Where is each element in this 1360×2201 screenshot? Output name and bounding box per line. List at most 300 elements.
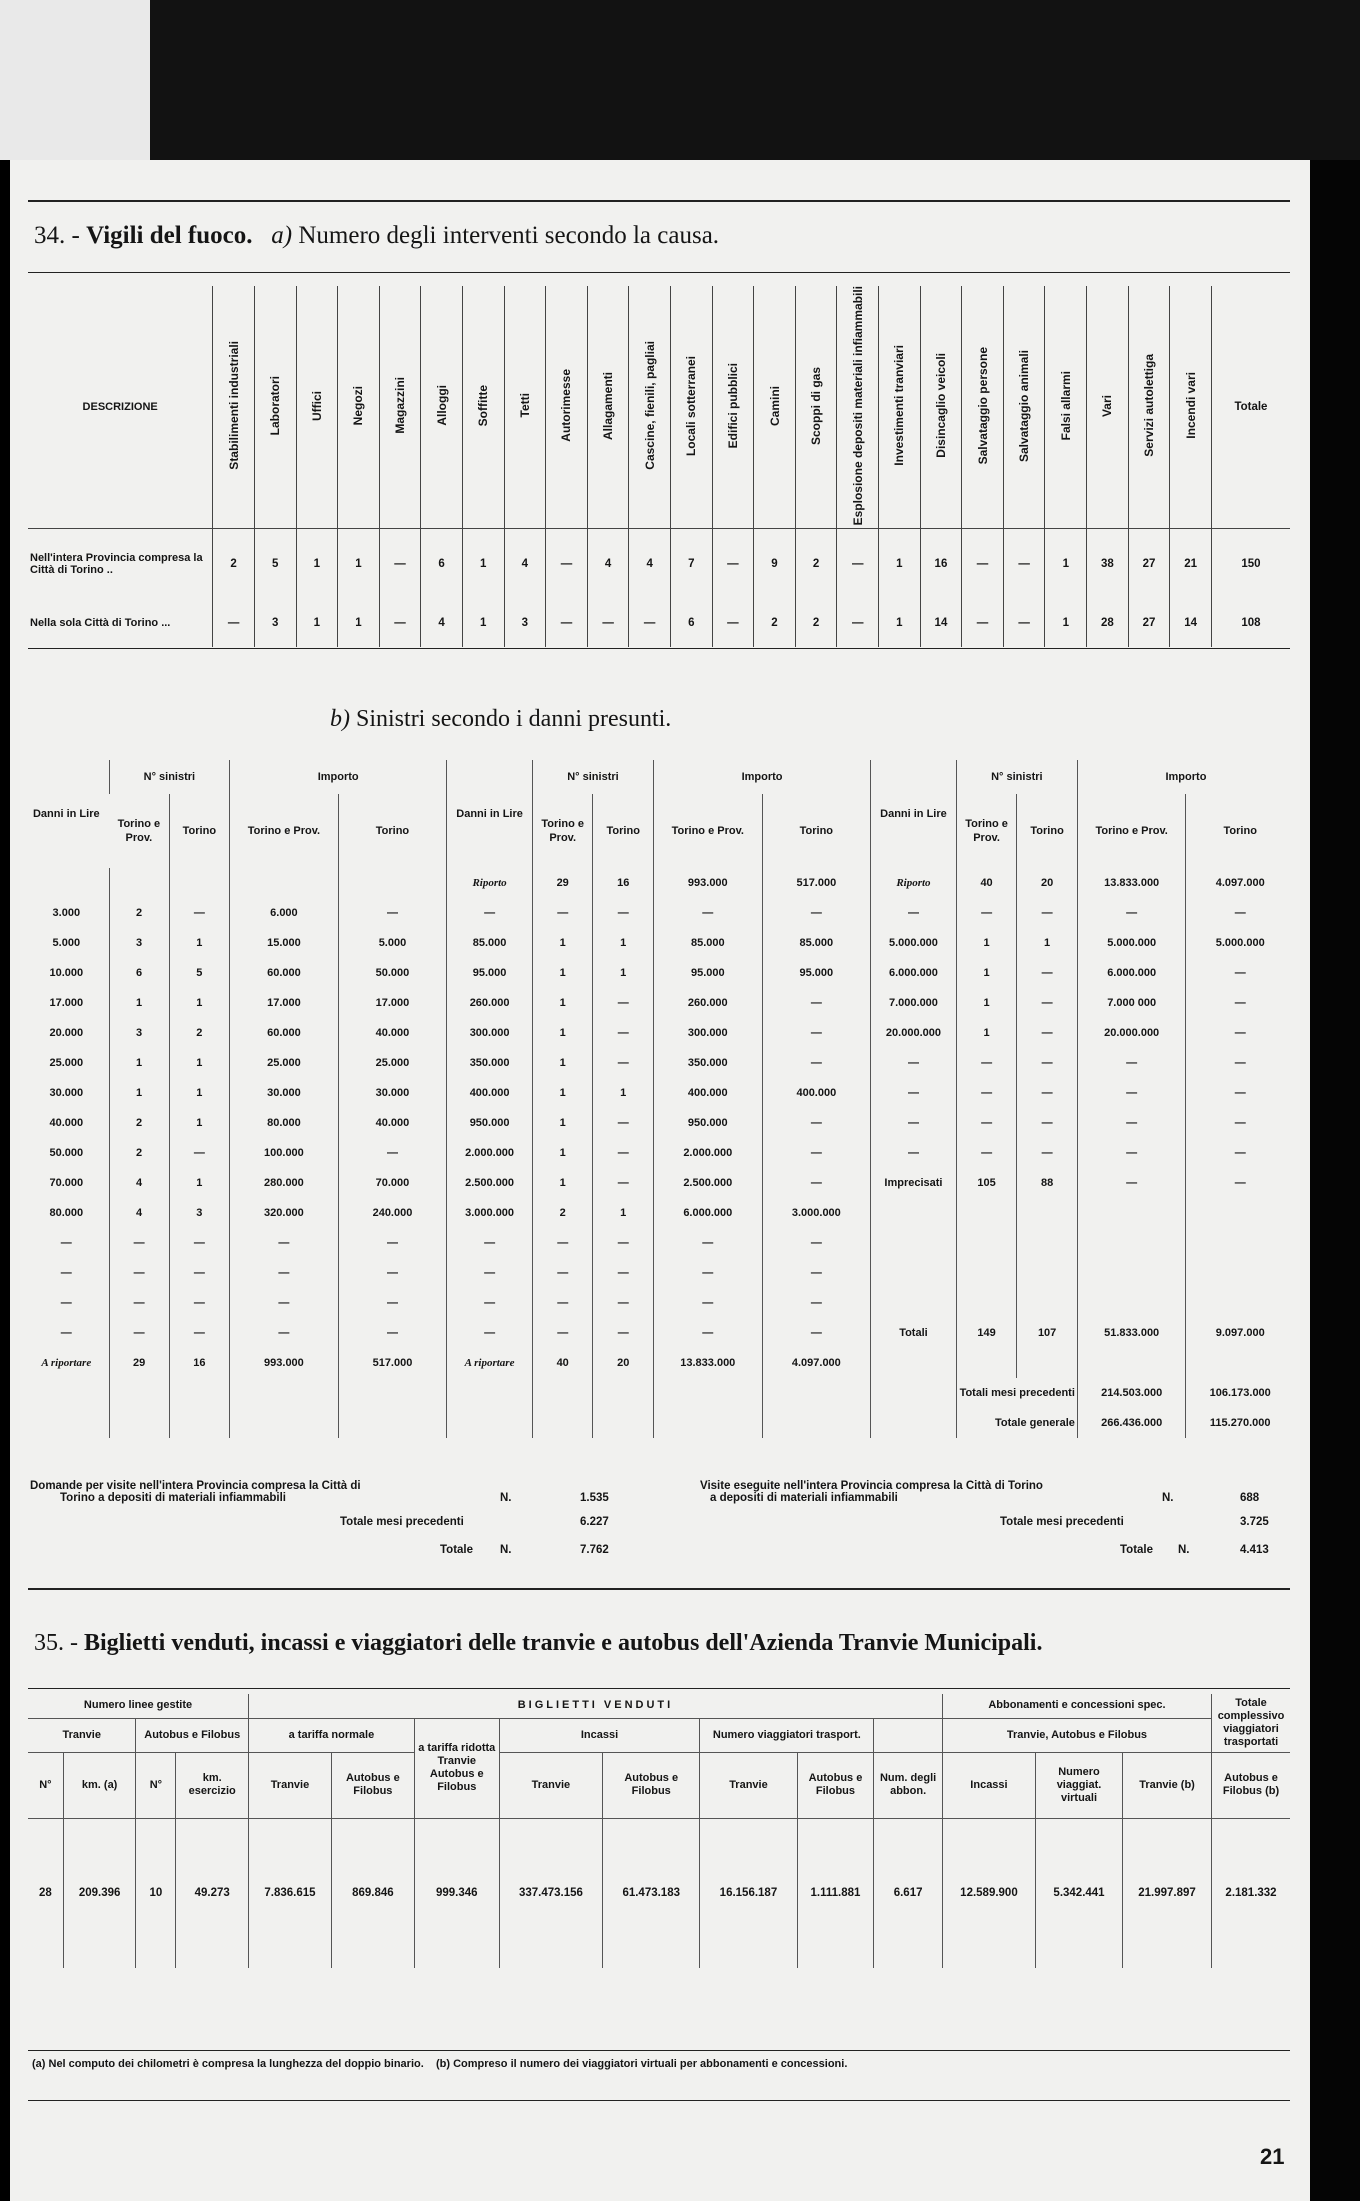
- revenue-bus-header: Autobus e Filobus: [603, 1752, 700, 1818]
- damages-value: 3.000: [52, 907, 81, 919]
- cell-value: —: [532, 898, 593, 928]
- damages-value: —: [871, 1078, 957, 1108]
- damages-value: 20.000: [49, 1027, 84, 1039]
- cell-value: 9.097.000: [1186, 1318, 1294, 1348]
- damages-value: 95.000: [447, 958, 533, 988]
- cell-value: [956, 1258, 1017, 1288]
- cell-value: 14: [1170, 599, 1212, 647]
- total-tram-header: Tranvie (b): [1123, 1752, 1212, 1818]
- cell-value: 280.000: [230, 1168, 339, 1198]
- cell-value: 4: [421, 599, 463, 647]
- cell-value: —: [956, 1048, 1017, 1078]
- cell-value: 25.000: [230, 1048, 339, 1078]
- cell-value: 17.000: [230, 988, 339, 1018]
- damages-value: 80.000: [49, 1207, 84, 1219]
- ticket-value: 869.846: [331, 1818, 414, 1968]
- cause-header-label: Vari: [1100, 394, 1115, 417]
- cause-header-label: Autorimesse: [559, 369, 574, 443]
- table-row: [28, 529, 1290, 599]
- cell-value: 320.000: [230, 1198, 339, 1228]
- damages-value: Imprecisati: [871, 1168, 957, 1198]
- damages-value: 40.000: [49, 1117, 84, 1129]
- table-row: [24, 1288, 1294, 1318]
- damages-value: 2.000.000: [447, 1138, 533, 1168]
- damages-value: —: [447, 898, 533, 928]
- cell-value: 5: [254, 529, 296, 599]
- cause-header: [962, 286, 1004, 529]
- total-header: Totale: [1211, 286, 1290, 529]
- empty-cell: [230, 1378, 339, 1408]
- cell-value: —: [956, 898, 1017, 928]
- cause-header: [254, 286, 296, 529]
- revenue-tram-header: Tranvie: [499, 1752, 602, 1818]
- cell-value: —: [1017, 1078, 1078, 1108]
- table-row: [28, 1718, 1290, 1752]
- cell-value: 60.000: [230, 1018, 339, 1048]
- cell-value: 1: [338, 599, 380, 647]
- cell-value: —: [762, 1018, 871, 1048]
- damages-value: —: [447, 1228, 533, 1258]
- cell-value: 1: [879, 599, 921, 647]
- tickets-data-row: [28, 1818, 1290, 1968]
- cell-value: 16: [169, 1348, 230, 1378]
- table-row: [24, 1198, 1294, 1228]
- damages-value: 6.000.000: [871, 958, 957, 988]
- accidents-torino-prov-header: Torino e Prov.: [532, 794, 593, 868]
- amount-torino-header: Torino: [1186, 794, 1294, 868]
- table-row: [28, 1694, 1290, 1718]
- ticket-value: 16.156.187: [700, 1818, 797, 1968]
- accidents-torino-header: Torino: [1017, 794, 1078, 868]
- amount-torino-prov-header: Torino e Prov.: [654, 794, 763, 868]
- cell-value: 2: [109, 1108, 169, 1138]
- visits-n-label: N.: [1162, 1492, 1174, 1504]
- damages-table: [24, 760, 1294, 1438]
- cell-value: 517.000: [762, 868, 871, 898]
- damages-value: 50.000: [49, 1147, 84, 1159]
- scan-border-top: [0, 0, 1360, 160]
- cell-value: —: [1003, 529, 1045, 599]
- cell-value: 5.000: [338, 928, 447, 958]
- cell-value: —: [1077, 1168, 1186, 1198]
- cell-value: —: [1186, 1138, 1294, 1168]
- damages-header-row-2: [24, 794, 1294, 868]
- cell-value: 7: [670, 529, 712, 599]
- cause-header: [879, 286, 921, 529]
- empty-cell: [109, 868, 169, 898]
- cell-value: 1: [956, 958, 1017, 988]
- cell-value: —: [593, 1108, 654, 1138]
- cause-header: [338, 286, 380, 529]
- summary-value: 266.436.000: [1077, 1408, 1186, 1438]
- cell-value: 1: [169, 928, 230, 958]
- cause-header-label: Edifici pubblici: [725, 363, 740, 449]
- section-35-number: 35. -: [34, 1630, 78, 1656]
- accidents-torino-header: Torino: [169, 794, 230, 868]
- cell-value: —: [1077, 1048, 1186, 1078]
- summary-value: 106.173.000: [1186, 1378, 1294, 1408]
- cell-value: 3: [109, 928, 169, 958]
- damages-value: 17.000: [49, 997, 84, 1009]
- cell-value: 13.833.000: [654, 1348, 763, 1378]
- cell-value: 6: [109, 958, 169, 988]
- cell-value: 517.000: [338, 1348, 447, 1378]
- damages-lire-header: Danni in Lire: [871, 760, 957, 868]
- cell-value: —: [1077, 898, 1186, 928]
- empty-cell: [24, 868, 109, 898]
- cell-value: [956, 1198, 1017, 1228]
- requests-line-2: Torino a depositi di materiali infiammabili: [60, 1492, 286, 1504]
- cell-value: 4: [504, 529, 546, 599]
- damages-value: 10.000: [49, 967, 84, 979]
- damages-value: 5.000: [52, 937, 81, 949]
- cause-header-label: Laboratori: [268, 376, 283, 436]
- cell-value: —: [962, 529, 1004, 599]
- empty-cell: [109, 1408, 169, 1438]
- damages-value: [871, 1198, 957, 1228]
- total-passengers-header: Totale complessivo viaggiatori trasportati: [1212, 1694, 1290, 1752]
- cell-value: —: [837, 599, 879, 647]
- row-label: Nella sola Città di Torino ...: [30, 616, 171, 629]
- empty-cell: [230, 868, 339, 898]
- cell-value: 1: [462, 599, 504, 647]
- cell-value: —: [109, 1258, 169, 1288]
- text: [30, 1516, 640, 1538]
- cell-value: —: [169, 1138, 230, 1168]
- cell-value: —: [956, 1108, 1017, 1138]
- section-35-title: [34, 1630, 1042, 1657]
- cause-header: [754, 286, 796, 529]
- cell-value: —: [762, 1318, 871, 1348]
- cell-value: 2: [169, 1018, 230, 1048]
- text: [874, 1718, 943, 1752]
- visits-line-2: a depositi di materiali infiammabili: [710, 1492, 898, 1504]
- cell-value: 16: [593, 868, 654, 898]
- cell-value: —: [593, 1318, 654, 1348]
- amount-header: Importo: [230, 760, 447, 794]
- cell-value: —: [762, 988, 871, 1018]
- cell-value: —: [338, 1258, 447, 1288]
- empty-cell: [338, 1378, 447, 1408]
- page-number: 21: [1260, 2144, 1285, 2169]
- cell-value: 1: [109, 1048, 169, 1078]
- cell-value: —: [956, 1138, 1017, 1168]
- cause-header: [462, 286, 504, 529]
- cell-value: 400.000: [762, 1078, 871, 1108]
- cell-value: —: [532, 1288, 593, 1318]
- table-row: [24, 1048, 1294, 1078]
- cell-value: —: [230, 1288, 339, 1318]
- text: [30, 1492, 640, 1510]
- empty-cell: [956, 1348, 1017, 1378]
- cell-value: 260.000: [654, 988, 763, 1018]
- cause-header-label: Scoppi di gas: [809, 366, 824, 445]
- empty-cell: [230, 1408, 339, 1438]
- requests-total-label: Totale: [440, 1544, 474, 1556]
- cell-value: 2: [795, 529, 837, 599]
- text: [700, 1544, 1300, 1566]
- cell-value: 350.000: [654, 1048, 763, 1078]
- cell-value: 2: [109, 1138, 169, 1168]
- cell-value: —: [109, 1228, 169, 1258]
- reduced-fare-header: a tariffa ridotta Tranvie Autobus e Filobus: [414, 1718, 499, 1818]
- cell-value: 240.000: [338, 1198, 447, 1228]
- requests-line-1: Domande per visite nell'intera Provincia compresa la Città di: [30, 1480, 361, 1492]
- cell-value: 300.000: [654, 1018, 763, 1048]
- table-row: [24, 1258, 1294, 1288]
- empty-cell: [532, 1408, 593, 1438]
- cell-value: —: [654, 1228, 763, 1258]
- accidents-count-header: N° sinistri: [109, 760, 230, 794]
- cell-value: —: [712, 529, 754, 599]
- accidents-torino-header: Torino: [593, 794, 654, 868]
- cause-header: [712, 286, 754, 529]
- cell-value: —: [593, 1288, 654, 1318]
- damages-value: 2.500.000: [447, 1168, 533, 1198]
- cell-value: 30.000: [338, 1078, 447, 1108]
- cell-value: —: [762, 1258, 871, 1288]
- cause-header-label: Stabilimenti industriali: [226, 341, 241, 471]
- cause-header: [1003, 286, 1045, 529]
- damages-lire-header: Danni in Lire: [32, 808, 100, 820]
- cell-value: 29: [109, 1348, 169, 1378]
- ticket-value: 6.617: [874, 1818, 943, 1968]
- cell-value: 107: [1017, 1318, 1078, 1348]
- cause-header-label: Falsi allarmi: [1058, 371, 1073, 441]
- empty-cell: [169, 1408, 230, 1438]
- cell-value: 1: [532, 958, 593, 988]
- cell-value: 1: [462, 529, 504, 599]
- description-header: DESCRIZIONE: [82, 401, 158, 414]
- cell-value: 4.097.000: [762, 1348, 871, 1378]
- damages-value: —: [871, 898, 957, 928]
- ticket-value: 209.396: [63, 1818, 136, 1968]
- cell-value: —: [1186, 988, 1294, 1018]
- cell-value: —: [1017, 988, 1078, 1018]
- cell-value: —: [169, 1258, 230, 1288]
- damages-value: 300.000: [447, 1018, 533, 1048]
- row-total: 150: [1211, 529, 1290, 599]
- cell-value: 2.500.000: [654, 1168, 763, 1198]
- section-35-notes: [32, 2058, 847, 2070]
- amount-header: Importo: [1077, 760, 1294, 794]
- causes-header-row: [28, 286, 1290, 529]
- section-34b-letter: b): [330, 706, 350, 732]
- cell-value: —: [379, 529, 421, 599]
- cell-value: —: [338, 898, 447, 928]
- cell-value: [1077, 1258, 1186, 1288]
- cause-header-label: Servizi autolettiga: [1141, 354, 1156, 458]
- cell-value: —: [1186, 1168, 1294, 1198]
- cause-header: [213, 286, 255, 529]
- rule: [28, 2100, 1290, 2101]
- summary-value: 115.270.000: [1186, 1408, 1294, 1438]
- visits-total-value: 4.413: [1240, 1544, 1269, 1556]
- text: [30, 1544, 640, 1566]
- requests-n-value: 1.535: [580, 1492, 609, 1504]
- ticket-value: 10: [136, 1818, 176, 1968]
- cell-value: —: [169, 1318, 230, 1348]
- cell-value: —: [169, 1288, 230, 1318]
- damages-value: 70.000: [49, 1177, 84, 1189]
- cell-value: 1: [532, 1168, 593, 1198]
- ticket-value: 61.473.183: [603, 1818, 700, 1968]
- cell-value: 1: [593, 928, 654, 958]
- requests-n-label: N.: [500, 1492, 512, 1504]
- damages-value: 5.000.000: [871, 928, 957, 958]
- cell-value: —: [762, 898, 871, 928]
- cell-value: —: [837, 529, 879, 599]
- cell-value: 2: [795, 599, 837, 647]
- damages-value: Riporto: [447, 868, 533, 898]
- damages-value: 400.000: [447, 1078, 533, 1108]
- cell-value: —: [762, 1108, 871, 1138]
- cell-value: —: [546, 529, 588, 599]
- empty-cell: [762, 1378, 871, 1408]
- cell-value: 1: [296, 529, 338, 599]
- cell-value: 40: [532, 1348, 593, 1378]
- cell-value: 1: [879, 529, 921, 599]
- visits-total-label: Totale: [1120, 1544, 1154, 1556]
- summary-label: Totali mesi precedenti: [956, 1378, 1077, 1408]
- cause-header-label: Soffitte: [476, 385, 491, 427]
- cell-value: 993.000: [230, 1348, 339, 1378]
- empty-cell: [1017, 1348, 1078, 1378]
- damages-value: —: [60, 1327, 72, 1339]
- accidents-torino-prov-header: Torino e Prov.: [956, 794, 1017, 868]
- note-b: (b) Compreso il numero dei viaggiatori virtuali per abbonamenti e concessioni.: [436, 2058, 848, 2070]
- damages-value: 20.000.000: [871, 1018, 957, 1048]
- cause-header: [546, 286, 588, 529]
- section-34-title: [34, 222, 719, 250]
- section-34a-letter: a): [271, 222, 293, 249]
- damages-value: 260.000: [447, 988, 533, 1018]
- cause-header-label: Camini: [767, 385, 782, 426]
- normal-tram-header: Tranvie: [249, 1752, 332, 1818]
- cell-value: —: [1017, 898, 1078, 928]
- empty-cell: [593, 1378, 654, 1408]
- ticket-value: 28: [39, 1887, 52, 1900]
- cell-value: 3: [169, 1198, 230, 1228]
- cell-value: 88: [1017, 1168, 1078, 1198]
- damages-value: A riportare: [447, 1348, 533, 1378]
- cause-header-label: Allagamenti: [601, 371, 616, 440]
- damages-value: —: [60, 1297, 72, 1309]
- cell-value: 28: [1087, 599, 1129, 647]
- cell-value: 4: [109, 1168, 169, 1198]
- cell-value: 20: [593, 1348, 654, 1378]
- cell-value: 3.000.000: [762, 1198, 871, 1228]
- cell-value: —: [1186, 1048, 1294, 1078]
- table-row: [24, 988, 1294, 1018]
- cell-value: —: [654, 1288, 763, 1318]
- cell-value: —: [109, 1318, 169, 1348]
- cell-value: 6.000.000: [654, 1198, 763, 1228]
- tramways-header: Tranvie: [28, 1718, 136, 1752]
- bus-km-header: km. esercizio: [176, 1752, 249, 1818]
- cell-value: 4: [587, 529, 629, 599]
- cell-value: 6.000.000: [1077, 958, 1186, 988]
- cell-value: —: [956, 1078, 1017, 1108]
- cell-value: —: [338, 1288, 447, 1318]
- cell-value: —: [1077, 1078, 1186, 1108]
- cell-value: —: [1017, 1018, 1078, 1048]
- cell-value: —: [593, 1138, 654, 1168]
- cell-value: 95.000: [762, 958, 871, 988]
- cell-value: —: [1186, 1078, 1294, 1108]
- cell-value: 40: [956, 868, 1017, 898]
- cell-value: —: [1017, 1138, 1078, 1168]
- cell-value: 20.000.000: [1077, 1018, 1186, 1048]
- cell-value: 149: [956, 1318, 1017, 1348]
- empty-cell: [871, 1408, 957, 1438]
- cell-value: 2: [532, 1198, 593, 1228]
- cell-value: —: [1186, 1108, 1294, 1138]
- cell-value: —: [230, 1258, 339, 1288]
- cell-value: 5.000.000: [1186, 928, 1294, 958]
- damages-value: 3.000.000: [447, 1198, 533, 1228]
- cell-value: 105: [956, 1168, 1017, 1198]
- bus-count-header: N°: [136, 1752, 176, 1818]
- visits-done-block: [700, 1480, 1300, 1566]
- visits-n-value: 688: [1240, 1492, 1260, 1504]
- damages-value: Totali: [871, 1318, 957, 1348]
- cell-value: —: [1077, 1108, 1186, 1138]
- empty-cell: [871, 1378, 957, 1408]
- cell-value: 30.000: [230, 1078, 339, 1108]
- cell-value: 1: [956, 928, 1017, 958]
- buses-header: Autobus e Filobus: [136, 1718, 249, 1752]
- cell-value: 1: [593, 958, 654, 988]
- normal-fare-header: a tariffa normale: [249, 1718, 415, 1752]
- cause-header: [920, 286, 962, 529]
- tickets-table: [28, 1694, 1290, 1968]
- cause-header: [504, 286, 546, 529]
- rule: [28, 2050, 1290, 2051]
- cell-value: [1017, 1198, 1078, 1228]
- cell-value: 1: [532, 1018, 593, 1048]
- accidents-count-header: N° sinistri: [532, 760, 653, 794]
- carry-over-row: [24, 1348, 1294, 1378]
- visits-total-n: N.: [1178, 1544, 1190, 1556]
- cell-value: —: [546, 599, 588, 647]
- cell-value: 51.833.000: [1077, 1318, 1186, 1348]
- accidents-torino-prov-header: Torino e Prov.: [117, 818, 161, 844]
- cause-header: [421, 286, 463, 529]
- table-row: [24, 1138, 1294, 1168]
- cell-value: —: [629, 599, 671, 647]
- cell-value: 2: [213, 529, 255, 599]
- damages-value: 7.000.000: [871, 988, 957, 1018]
- cell-value: —: [230, 1228, 339, 1258]
- cell-value: —: [1186, 1018, 1294, 1048]
- table-row: [28, 1752, 1290, 1818]
- cell-value: —: [1017, 1048, 1078, 1078]
- revenue-header: Incassi: [499, 1718, 700, 1752]
- damages-value: 85.000: [447, 928, 533, 958]
- cell-value: 17.000: [338, 988, 447, 1018]
- table-row: [24, 1168, 1294, 1198]
- virtual-passengers-header: Numero viaggiat. virtuali: [1036, 1752, 1123, 1818]
- cell-value: 1: [956, 1018, 1017, 1048]
- cell-value: 1: [593, 1078, 654, 1108]
- cell-value: 40.000: [338, 1018, 447, 1048]
- cell-value: —: [593, 1048, 654, 1078]
- damages-value: —: [871, 1048, 957, 1078]
- damages-header-row-1: [24, 760, 1294, 794]
- rule: [28, 1688, 1290, 1689]
- cause-header: [1045, 286, 1087, 529]
